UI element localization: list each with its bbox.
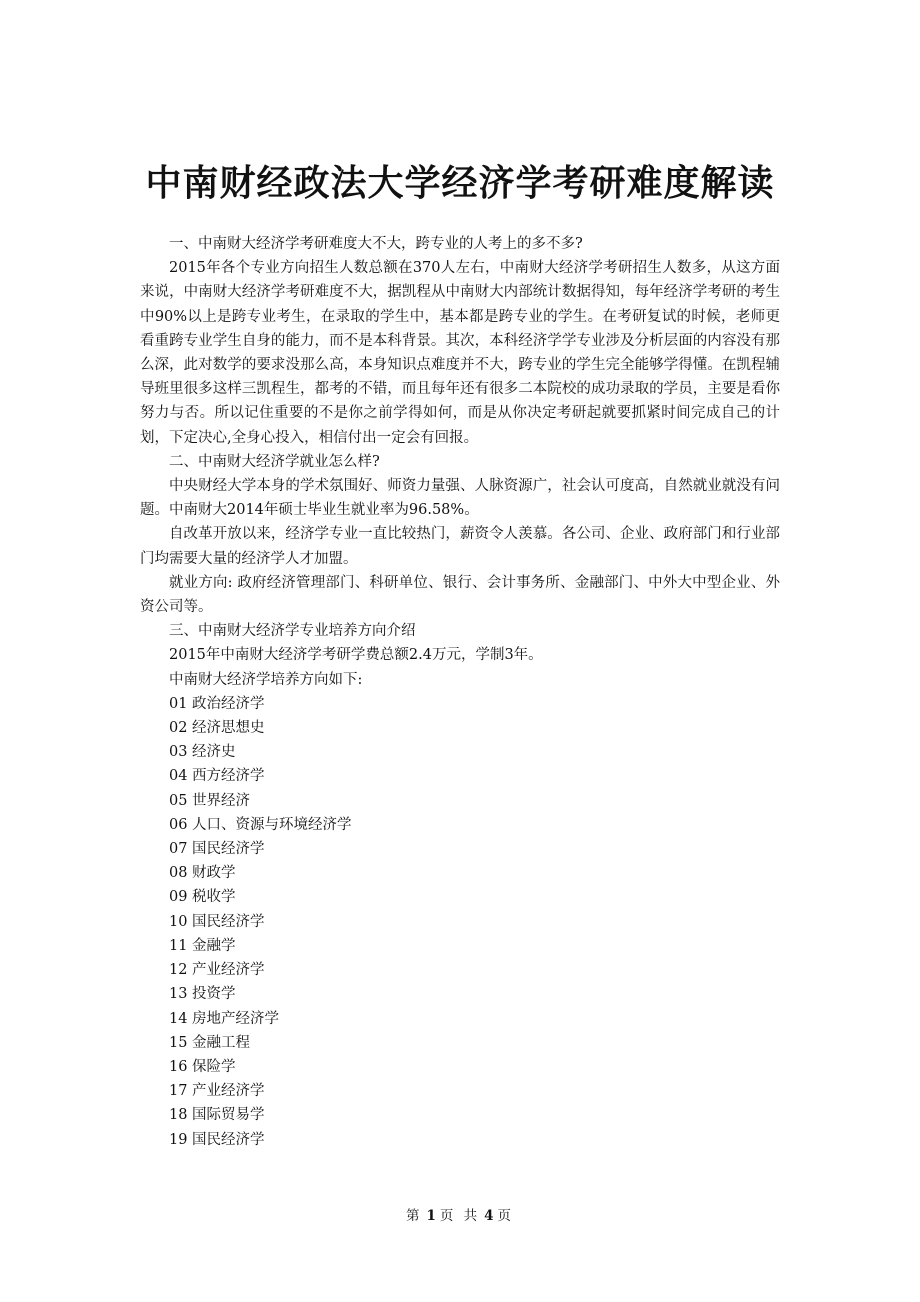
list-item: 16 保险学: [169, 1058, 236, 1075]
footer-suffix: 页: [497, 1208, 515, 1224]
list-item: 01 政治经济学: [169, 695, 265, 712]
footer-middle: 页 共: [439, 1208, 481, 1224]
document-body: [140, 232, 780, 1152]
paragraph-directions-intro: 中南财大经济学培养方向如下:: [169, 671, 363, 688]
list-item: 11 金融学: [169, 937, 236, 954]
section-heading-1: 一、中南财大经济学考研难度大不大，跨专业的人考上的多不多?: [169, 236, 583, 252]
list-item: 19 国民经济学: [169, 1131, 265, 1148]
list-item: 17 产业经济学: [169, 1083, 265, 1100]
footer-prefix: 第: [405, 1208, 423, 1224]
section-heading-3: 三、中南财大经济学专业培养方向介绍: [169, 623, 416, 640]
paragraph-popularity: 自改革开放以来，经济学专业一直比较热门，薪资令人羡慕。各公司、企业、政府部门和行业部门均需要大量的经济学人才加盟。: [140, 526, 780, 567]
direction-list: [140, 692, 780, 1152]
list-item: 14 房地产经济学: [169, 1010, 280, 1027]
list-item: 12 产业经济学: [169, 962, 265, 979]
paragraph-career-directions: 就业方向: 政府经济管理部门、科研单位、银行、会计事务所、金融部门、中外大中型企业、外资公司等。: [140, 574, 780, 616]
paragraph-tuition: 2015年中南财大经济学考研学费总额2.4万元，学制3年。: [169, 647, 543, 664]
paragraph-employment: 中央财经大学本身的学术氛围好、师资力量强、人脉资源广，社会认可度高，自然就业就没有问题。中南财大2014年硕士毕业生就业率为96.58%。: [140, 478, 780, 519]
list-item: 04 西方经济学: [169, 768, 265, 785]
list-item: 18 国际贸易学: [169, 1107, 265, 1124]
document-title: 中南财经政法大学经济学考研难度解读: [145, 163, 775, 204]
list-item: 06 人口、资源与环境经济学: [169, 816, 352, 833]
list-item: 05 世界经济: [169, 792, 251, 809]
list-item: 03 经济史: [169, 744, 236, 761]
total-pages: 4: [484, 1208, 494, 1224]
list-item: 15 金融工程: [169, 1034, 251, 1051]
list-item: 13 投资学: [169, 986, 236, 1003]
list-item: 10 国民经济学: [169, 913, 265, 930]
list-item: 08 财政学: [169, 865, 236, 882]
list-item: 02 经济思想史: [169, 720, 265, 737]
list-item: 09 税收学: [169, 889, 236, 906]
page-number: 1: [426, 1208, 436, 1224]
list-item: 07 国民经济学: [169, 841, 265, 858]
page-footer: [0, 1206, 920, 1226]
paragraph-difficulty: 2015年各个专业方向招生人数总额在370人左右，中南财大经济学考研招生人数多，从这方面来说，中南财大经济学考研难度不大，据凯程从中南财大内部统计数据得知，每年经济学考研的考生中90%以上是跨专业考生，在录取的学生中，基本都是跨专业的学生。在考研复试的时候，老师更看重跨专业学生自身的能力，而不是本科背景。其次，本科经济学学专业涉及分析层面的内容没有那么深，此对数学的要求没那么高，本身知识点难度并不大，跨专业的学生完全能够学得懂。在凯程辅导班里很多这样三凯程生，都考的不错，而且每年还有很多二本院校的成功录取的学员，主要是看你努力与否。所以记住重要的不是你之前学得如何，而是从你决定考研起就要抓紧时间完成自己的计划，下定决心,全身心投入，相信付出一定会有回报。: [140, 260, 780, 446]
section-heading-2: 二、中南财大经济学就业怎么样?: [169, 453, 380, 470]
